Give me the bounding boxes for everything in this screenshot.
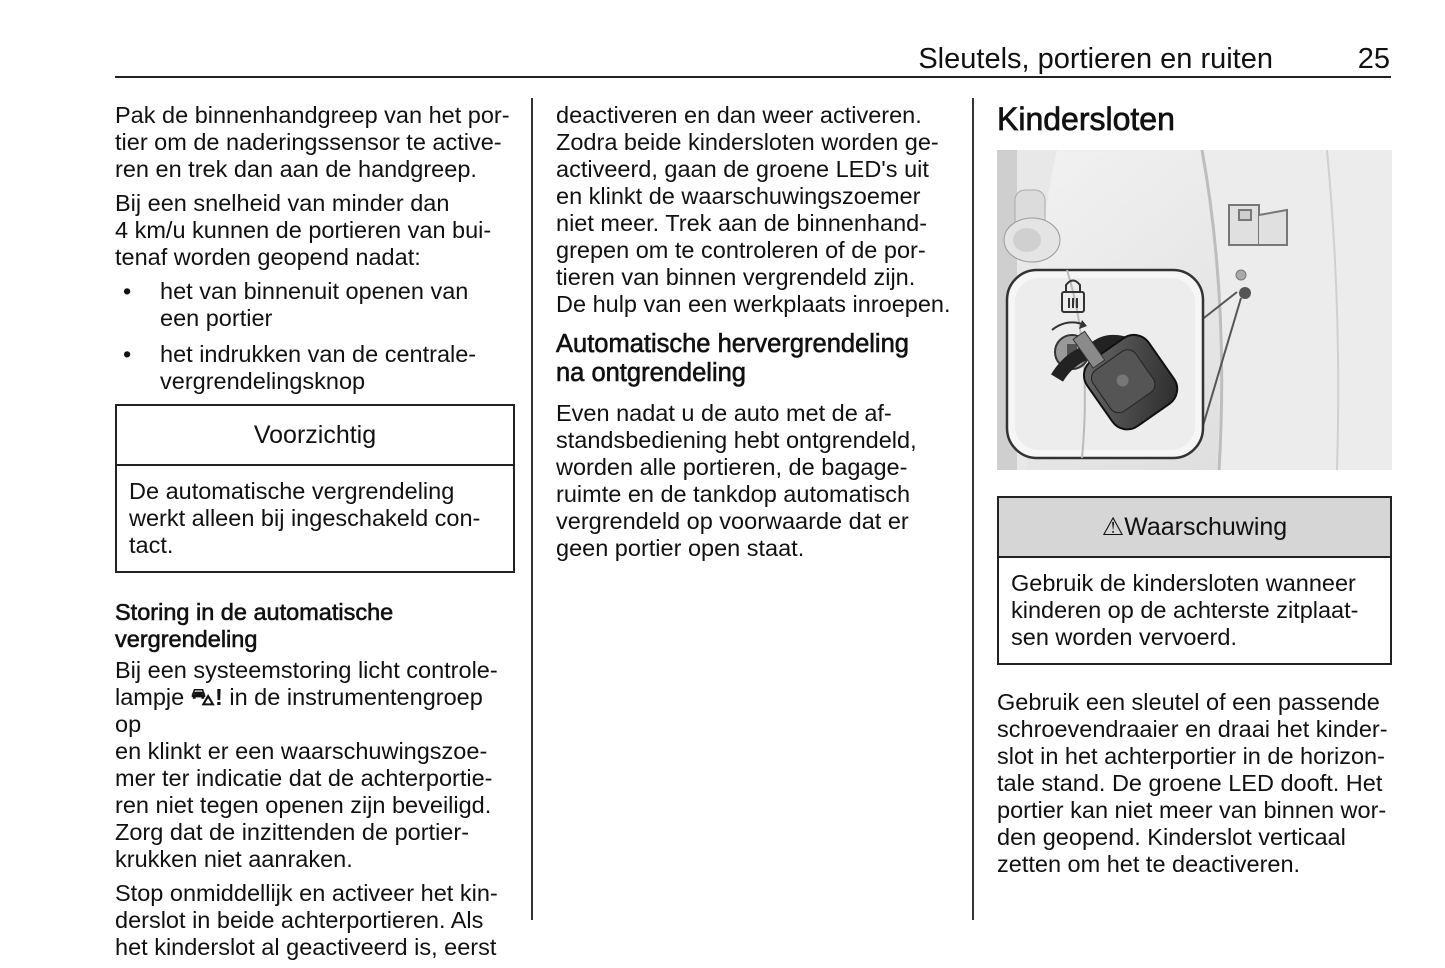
list-item (115, 278, 515, 332)
paragraph-malfunction-part2: in de instrumentengroep op en klinkt er een waarschuwingszoe- mer ter indicatie dat de achterportie- ren niet tegen openen zijn beveiligd. Zorg dat de inzittenden de portier- krukken niet aanraken. (115, 684, 493, 872)
list-item (115, 341, 515, 395)
warning-lamp-icon: ⛍! (190, 684, 223, 710)
paragraph-stop: Stop onmiddellijk en activeer het kin- derslot in beide achterportieren. Als het kinderslot al geactiveerd is, eerst (115, 880, 498, 960)
warning-triangle-icon: ⚠ (1101, 513, 1125, 541)
paragraph-sensor: Pak de binnenhandgreep van het por- tier om de naderingssensor te active- ren en trek dan aan de handgreep. (115, 102, 510, 182)
paragraph-relock: Even nadat u de auto met de af- standsbediening hebt ontgrendeld, worden alle portieren, de bagage- ruimte en de tankdop automatisch vergrendeld op voorwaarde dat er geen portier open staat. (556, 400, 917, 561)
column-3 (997, 100, 1392, 885)
section-heading-relock: Automatische hervergrendeling na ontgrendeling (556, 330, 909, 387)
child-lock-illustration (997, 150, 1392, 470)
page-header-title: Sleutels, portieren en ruiten (918, 43, 1273, 75)
list-item-text: het van binnenuit openen van een portier (160, 278, 469, 331)
column-2 (556, 102, 956, 569)
column-1 (115, 102, 515, 968)
warning-box (997, 496, 1392, 665)
warning-title: Waarschuwing (1124, 513, 1288, 541)
caution-box (115, 404, 515, 573)
page-number: 25 (1357, 43, 1390, 75)
paragraph-child-lock-usage: Gebruik een sleutel of een passende schroevendraaier en draai het kinder- slot in het achterportier in de horizon- tale stand. De groene LED dooft. Het portier kan niet meer van binnen wor- den geopend. Kinderslot verticaal zetten om het te deactiveren. (997, 689, 1388, 877)
bullet-list (115, 278, 515, 395)
warning-body: Gebruik de kindersloten wanneer kinderen op de achterste zitplaat- sen worden vervoerd. (1011, 570, 1359, 650)
subheading-malfunction: Storing in de automatische vergrendeling (115, 599, 394, 652)
paragraph-speed: Bij een snelheid van minder dan 4 km/u kunnen de portieren van bui- tenaf worden geopend nadat: (115, 190, 492, 270)
list-item-text: het indrukken van de centrale- vergrendelingsknop (160, 341, 477, 394)
warning-title-bar (999, 498, 1390, 558)
bullet-icon: • (123, 278, 132, 304)
column-divider-2 (972, 98, 974, 920)
bullet-icon: • (123, 341, 132, 367)
section-heading-child-locks: Kindersloten (997, 101, 1175, 137)
caution-title: Voorzichtig (117, 406, 513, 466)
paragraph-malfunction-part1: Bij een systeemstoring licht controle- lampje (115, 657, 498, 710)
caution-body: De automatische vergrendeling werkt alleen bij ingeschakeld con- tact. (129, 478, 481, 558)
paragraph-deactivate: deactiveren en dan weer activeren. Zodra beide kindersloten worden ge- activeerd, gaan de groene LED's uit en klinkt de waarschuwingszoemer niet meer. Trek aan de binnenhand- grepen om te controleren of de por- tieren van binnen vergrendeld zijn. De hulp van een werkplaats inroepen. (556, 102, 951, 317)
column-divider-1 (531, 98, 533, 920)
header-rule (115, 76, 1391, 78)
paragraph-malfunction (115, 657, 515, 873)
